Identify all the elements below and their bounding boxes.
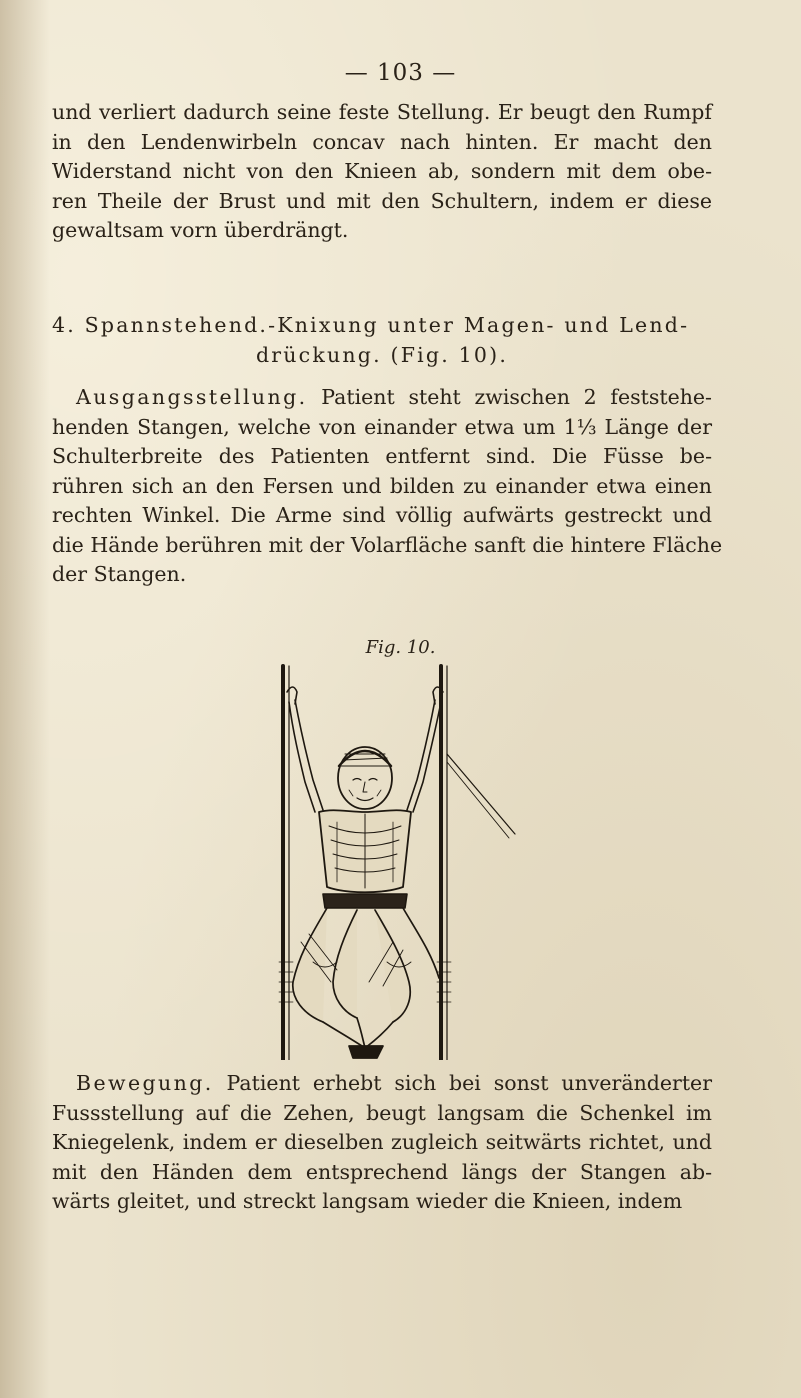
paragraph-starting-position <box>52 383 723 590</box>
support-rod <box>447 754 515 838</box>
figure-caption: Fig. 10. <box>365 637 436 658</box>
text-line: der Stangen. <box>52 562 187 586</box>
text-line: mit den Händen dem entsprechend längs der Stangen ab- <box>52 1159 712 1184</box>
figure-illustration <box>253 662 543 1060</box>
text-line <box>52 1069 712 1099</box>
feet <box>323 1018 393 1058</box>
text-line: henden Stangen, welche von einander etwa um 1⅓ Länge der <box>52 414 712 439</box>
text-line <box>52 383 712 413</box>
page-number: — 103 — <box>344 60 457 86</box>
text-fragment: Patient steht zwischen 2 feststehe- <box>321 385 712 409</box>
text-line: wärts gleitet, und streckt langsam wieder die Knieen, indem <box>52 1189 683 1213</box>
text-line: Kniegelenk, indem er dieselben zugleich seitwärts richtet, und <box>52 1130 712 1154</box>
text-line: Schulterbreite des Patienten entfernt sind. Die Füsse be- <box>52 444 712 468</box>
head <box>338 747 392 809</box>
left-pole <box>283 666 289 1060</box>
section-label: Ausgangsstellung. <box>76 385 308 409</box>
text-line: Widerstand nicht von den Knieen ab, sondern mit dem obe- <box>52 159 712 183</box>
torso <box>319 810 411 908</box>
text-line: Fussstellung auf die Zehen, beugt langsam die Schenkel im <box>52 1100 712 1125</box>
text-line: rechten Winkel. Die Arme sind völlig aufwärts gestreckt und <box>52 503 712 527</box>
paragraph-intro <box>52 98 712 246</box>
text-line: die Hände berühren mit der Volarfläche sanft die hintere Fläche <box>52 532 723 557</box>
binding-shadow <box>0 0 50 1398</box>
text-line: und verliert dadurch seine feste Stellung. Er beugt den Rumpf <box>52 100 712 124</box>
text-fragment: Patient erhebt sich bei sonst unveränderter <box>226 1071 712 1095</box>
text-line: in den Lendenwirbeln concav nach hinten. Er macht den <box>52 129 712 154</box>
legs <box>293 908 439 1022</box>
exercise-heading <box>52 311 712 370</box>
text-line: ren Theile der Brust und mit den Schultern, indem er diese <box>52 188 712 213</box>
section-label: Bewegung. <box>76 1071 214 1095</box>
heading-line-1: 4. Spannstehend.-Knixung unter Magen- und Lend- <box>52 313 690 337</box>
text-line: gewaltsam vorn überdrängt. <box>52 218 349 242</box>
text-line: rühren sich an den Fersen und bilden zu einander etwa einen <box>52 473 712 498</box>
heading-line-2: drückung. (Fig. 10). <box>255 342 509 367</box>
right-pole <box>441 666 447 1060</box>
paragraph-movement <box>52 1069 712 1217</box>
